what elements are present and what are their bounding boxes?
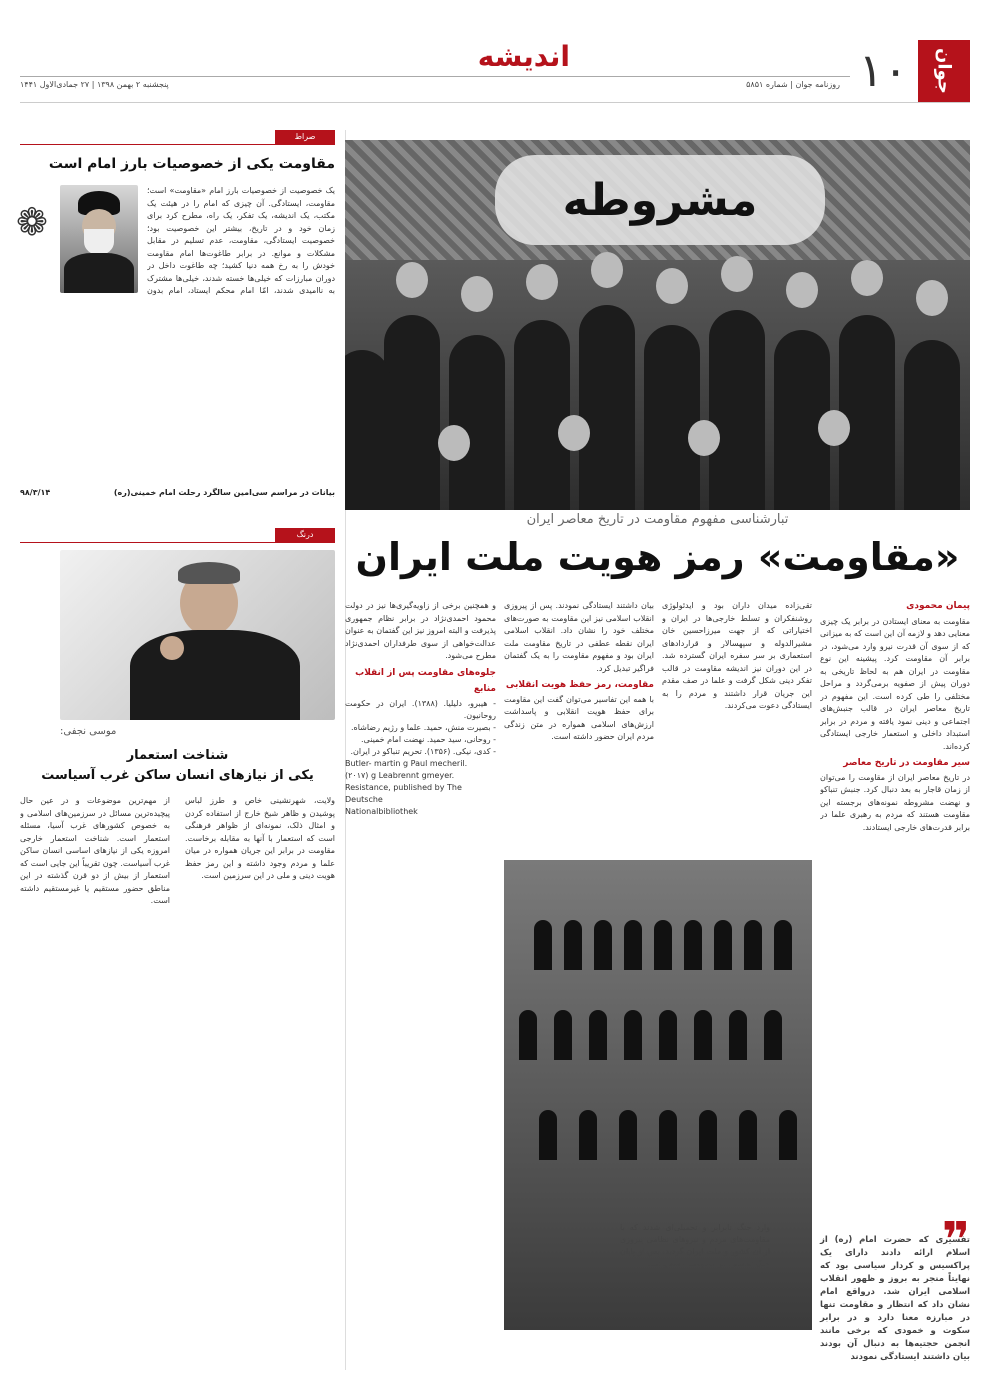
quote-box-title: مقاومت یکی از خصوصیات بارز امام است [48, 156, 335, 172]
interview-column-b [185, 795, 335, 1370]
quote-box-text: یک خصوصیت از خصوصیات بارز امام «مقاومت» است؛ مقاومت، ایستادگی. آن چیزی که امام را در هیئت یک مکتب، یک اندیشه، یک تفکر، یک راه، مطرح کرد برای زمان خود و در تاریخ، بیشتر این خصوصیت بود؛ خصوصیت ایستادگی، مقاومت، عدم تسلیم در مقابل مشکلات و موانع. در برابر طاغوت‌ها امام مقاومت خودش را به رخ همه دنیا کشید؛ چه طاغوت داخل در دوران مبارزات که خیلی‌ها خسته شدند، خیلی‌ها مشترک به ناامیدی شدند، امّا امام محکم ایستاد، امام بدون [147, 186, 335, 295]
quote-date: ۹۸/۳/۱۴ [20, 488, 51, 497]
article-headline: «مقاومت» رمز هویت ملت ایران [355, 535, 960, 579]
pull-quote-text: تفسیری که حضرت امام (ره) از اسلام ارائه دادند دارای یک پراکسیس و کردار سیاسی بود که نهایتاً منجر به بروز و ظهور انقلاب اسلامی ایران شد. درواقع امام نشان داد که انتظار و مقاومت تنها در مبارزه معنا دارد و در برابر سکوت و خمودی که برخی مانند انجمن حجتیه‌ها به دنبال آن بودند بیان داشتند ایستادگی نمودند [820, 1235, 970, 1362]
quote-source: بیانات در مراسم سی‌امین سالگرد رحلت امام خمینی(ره) [113, 488, 335, 497]
column-text: مقاومت به معنای ایستادن در برابر یک چیزی معنایی دهد و لازمه آن این است که به میزانی که از سوی آن قدرت نیرو وارد می‌شود، در برابر آن مقاومت کرد. پیشینه این نوع مقاومت در ایران هم به لحاظ تاریخی به دوران پیش از صفویه برمی‌گردد و مراحل مختلفی را طی کرده است. این مفهوم در تاریخ معاصر ایران در قالب جنبش‌های اجتماعی و دینی نمود یافته و مردم در برابر استبداد داخلی و استعمار خارجی ایستادگی کرده‌اند. [820, 616, 970, 751]
pull-quote [780, 1212, 970, 1372]
quote-box-body [20, 302, 335, 487]
article-kicker: تبارشناسی مفهوم مقاومت در تاریخ معاصر ایران [526, 512, 789, 527]
box-tag-serat: صراط [275, 130, 335, 144]
subheading: مقاومت، رمز حفظ هویت انقلابی [505, 680, 654, 690]
speaker-portrait [60, 550, 335, 720]
article-column-3 [504, 600, 654, 855]
box-rule [20, 542, 335, 543]
references-title: منابع [473, 684, 496, 694]
box-tag-derang: درنگ [275, 528, 335, 542]
reference-item: Resistance, published by The Deutsche [345, 782, 462, 804]
reference-item: - هیبرو، دلیلیا. (۱۳۸۸). ایران در حکومت روحانیون. [345, 698, 496, 720]
top-rule [20, 102, 970, 103]
article-column-2 [662, 600, 812, 855]
reference-item: - بصیرت منش، حمید. علما و رژیم رضاشاه. [350, 722, 496, 732]
group-of-fighters [345, 260, 970, 510]
article-column-4 [345, 600, 496, 1340]
ornament-icon: ❁ [16, 200, 48, 244]
interview-column-a [20, 795, 170, 1370]
column-text: و همچنین برخی از زاویه‌گیری‌ها نیز در دولت محمود احمدی‌نژاد در برابر نظام جمهوری پذیرفت و البته امروز نیز این گفتمان به عنوان عدالت‌خواهی از سوی طرفداران احمدی‌نژاد مطرح می‌شود. [345, 601, 496, 660]
quote-icon: ❞ [941, 1212, 970, 1268]
author-name: پیمان محمودی [906, 601, 970, 611]
photo-caption: وارد جنگ نابرابر و تحمیلی‌ای شدند که با مقاومت‌های مردم و نیروهای نظامی پیروزی از آن کشور و ملت ایران گردید. پس از پایان جنگ تحمیلی نیز مقاومت ادامه یافت. [620, 1223, 770, 1268]
issue-date: پنجشنبه ۲ بهمن ۱۳۹۸ | ۲۷ جمادی‌الاول ۱۴۴۱ [20, 80, 169, 89]
main-article [345, 140, 970, 1365]
column-text: در تاریخ معاصر ایران از مقاومت را می‌توان از زمان قاجار به بعد دنبال کرد. جنبش تنباکو و نهضت مشروطه نمونه‌های برجسته این مقاومت هستند که مردم به رهبری علما در برابر قدرت‌های خارجی ایستادند. [820, 772, 970, 832]
leader-portrait [60, 185, 138, 293]
section-title: اندیشه [468, 40, 580, 73]
header-rule [20, 76, 850, 77]
reference-item: Nationalbibliothek [345, 806, 418, 816]
interview-title-2: یکی از نیازهای انسان ساکن غرب آسیاست [41, 768, 314, 783]
newspaper-logo: جوان [918, 40, 970, 102]
subheading: سیر مقاومت در تاریخ معاصر [843, 758, 970, 768]
page-number: ۱۰ [858, 43, 908, 97]
reference-item: - روحانی، سید حمید. نهضت امام خمینی. [361, 734, 496, 744]
speaker-name: موسی نجفی: [60, 726, 117, 737]
interview-text: از مهم‌ترین موضوعات و در عین حال پیچیده‌ترین مسائل در سرزمین‌های اسلامی و به خصوص کشورهای غرب آسیا، مسئله استعمار است. شناخت استعمار خارجی امروزه یکی از نیازهای اساسی انسان ساکن غرب آسیاست. چون تقریباً این جایی است که استعمار از بیش از دو قرن گذشته در این مناطق حضور مستقیم یا غیرمستقیم داشته است. [20, 796, 170, 905]
column-text: تقی‌زاده میدان داران بود و ایدئولوژی روشنفکران و تسلط خارجی‌ها در ایران و اختیاراتی که از جهت میرزاحسین خان مشیرالدوله و سپهسالار و قراردادهای استعماری بر سر سفره ایران گسترده شد. در این دوران نیز اندیشه مقاومت در قالب تفکر دینی شکل گرفت و علما در صف مقدم این جریان قرار داشتند و مردم را به ایستادگی دعوت می‌کردند. [662, 601, 812, 710]
subheading: جلوه‌های مقاومت پس از انقلاب [355, 667, 496, 678]
reference-item: Butler- martin g Paul mecheril. [345, 758, 468, 768]
hero-photo [345, 140, 970, 510]
masthead [20, 40, 970, 102]
column-text: بیان داشتند ایستادگی نمودند. پس از پیروزی انقلاب اسلامی نیز این مقاومت به صورت‌های مختلف خود را نشان داد. انقلاب اسلامی ایران نقطه عطفی در تاریخ مقاومت ملت ایران بود و مفهوم مقاومت را به یک گفتمان فراگیر تبدیل کرد. [504, 601, 654, 673]
interview-text: ولایت، شهرنشینی خاص و طرز لباس پوشیدن و ظاهر شیخ خارج از استفاده کردن و امثال ذلک، نمونه‌ای از ظواهر فرهنگی است که استعمار با آنها به مقابله برخاست. مقاومت در برابر این جریان همواره در میان علما و مردم وجود داشته و این رمز حفظ هویت دینی و ملی در این سرزمین است. [185, 796, 335, 880]
calligraphy-banner: مشروطه [495, 155, 825, 245]
interview-title-1: شناخت استعمار [126, 748, 229, 763]
box-rule [20, 144, 335, 145]
quote-box-body-top [147, 185, 335, 300]
reference-item: - کدی، نیکی. (۱۳۵۶). تحریم تنباکو در ایران. [350, 746, 496, 756]
column-text: با همه این تفاسیر می‌توان گفت این مقاومت برای حفظ هویت انقلابی و پاسداشت ارزش‌های اسلامی همواره در متن زندگی مردم ایران حضور داشته است. [504, 694, 654, 741]
issue-info: روزنامه جوان | شماره ۵۸۵۱ [746, 80, 840, 89]
reference-item: (۲۰۱۷) g Leabrennt gmeyer. [345, 770, 455, 780]
